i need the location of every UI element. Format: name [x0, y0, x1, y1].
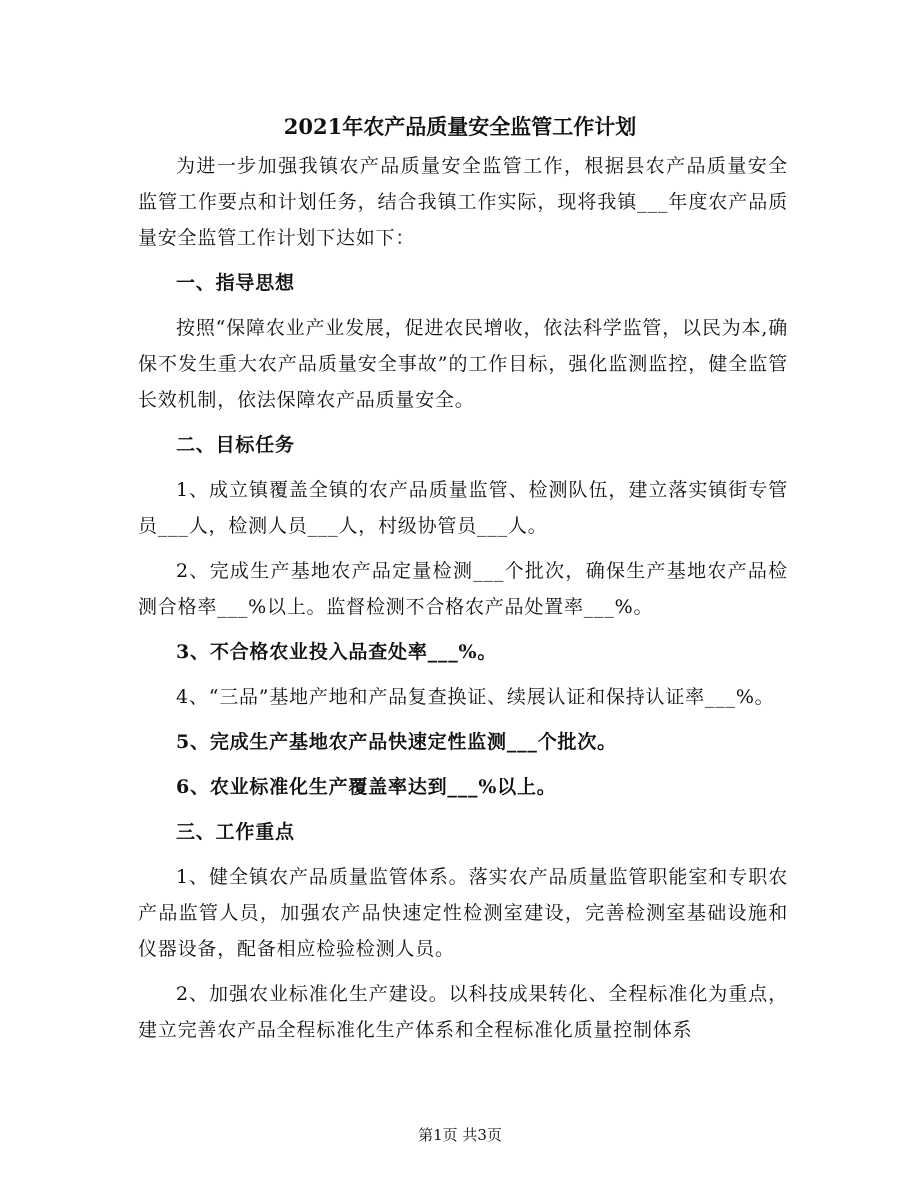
heading-targets: 二、目标任务 [176, 434, 295, 456]
paragraph-target-1: 1、成立镇覆盖全镇的农产品质量监管、检测队伍，建立落实镇街专管员___人，检测人员___人，村级协管员___人。 [138, 479, 788, 537]
heading-guiding-ideology: 一、指导思想 [176, 272, 295, 294]
paragraph-target-4: 4、“三品”基地产地和产品复查换证、续展认证和保持认证率___%。 [176, 686, 775, 708]
document-title: 2021年农产品质量安全监管工作计划 [283, 114, 637, 139]
paragraph-intro: 为进一步加强我镇农产品质量安全监管工作，根据县农产品质量安全监管工作要点和计划任务，结合我镇工作实际，现将我镇___年度农产品质量安全监管工作计划下达如下： [138, 155, 788, 249]
paragraph-target-3: 3、不合格农业投入品查处率___%。 [176, 641, 498, 663]
paragraph-target-5: 5、完成生产基地农产品快速定性监测___个批次。 [176, 731, 617, 753]
page-number-footer: 第1页 共3页 [418, 1126, 502, 1144]
paragraph-target-2: 2、完成生产基地农产品定量检测___个批次，确保生产基地农产品检测合格率___%以上。监督检测不合格农产品处置率___%。 [138, 560, 788, 618]
paragraph-focus-1: 1、健全镇农产品质量监管体系。落实农产品质量监管职能室和专职农产品监管人员，加强农产品快速定性检测室建设，完善检测室基础设施和仪器设备，配备相应检验检测人员。 [138, 866, 788, 960]
paragraph-target-6: 6、农业标准化生产覆盖率达到___%以上。 [176, 776, 557, 798]
heading-work-focus: 三、工作重点 [176, 821, 295, 843]
paragraph-focus-2: 2、加强农业标准化生产建设。以科技成果转化、全程标准化为重点，建立完善农产品全程标准化生产体系和全程标准化质量控制体系 [138, 983, 788, 1041]
document-body [138, 148, 788, 1057]
paragraph-guiding-ideology: 按照“保障农业产业发展，促进农民增收，依法科学监管，以民为本,确保不发生重大农产品质量安全事故”的工作目标，强化监测监控，健全监管长效机制，依法保障农产品质量安全。 [138, 317, 788, 411]
